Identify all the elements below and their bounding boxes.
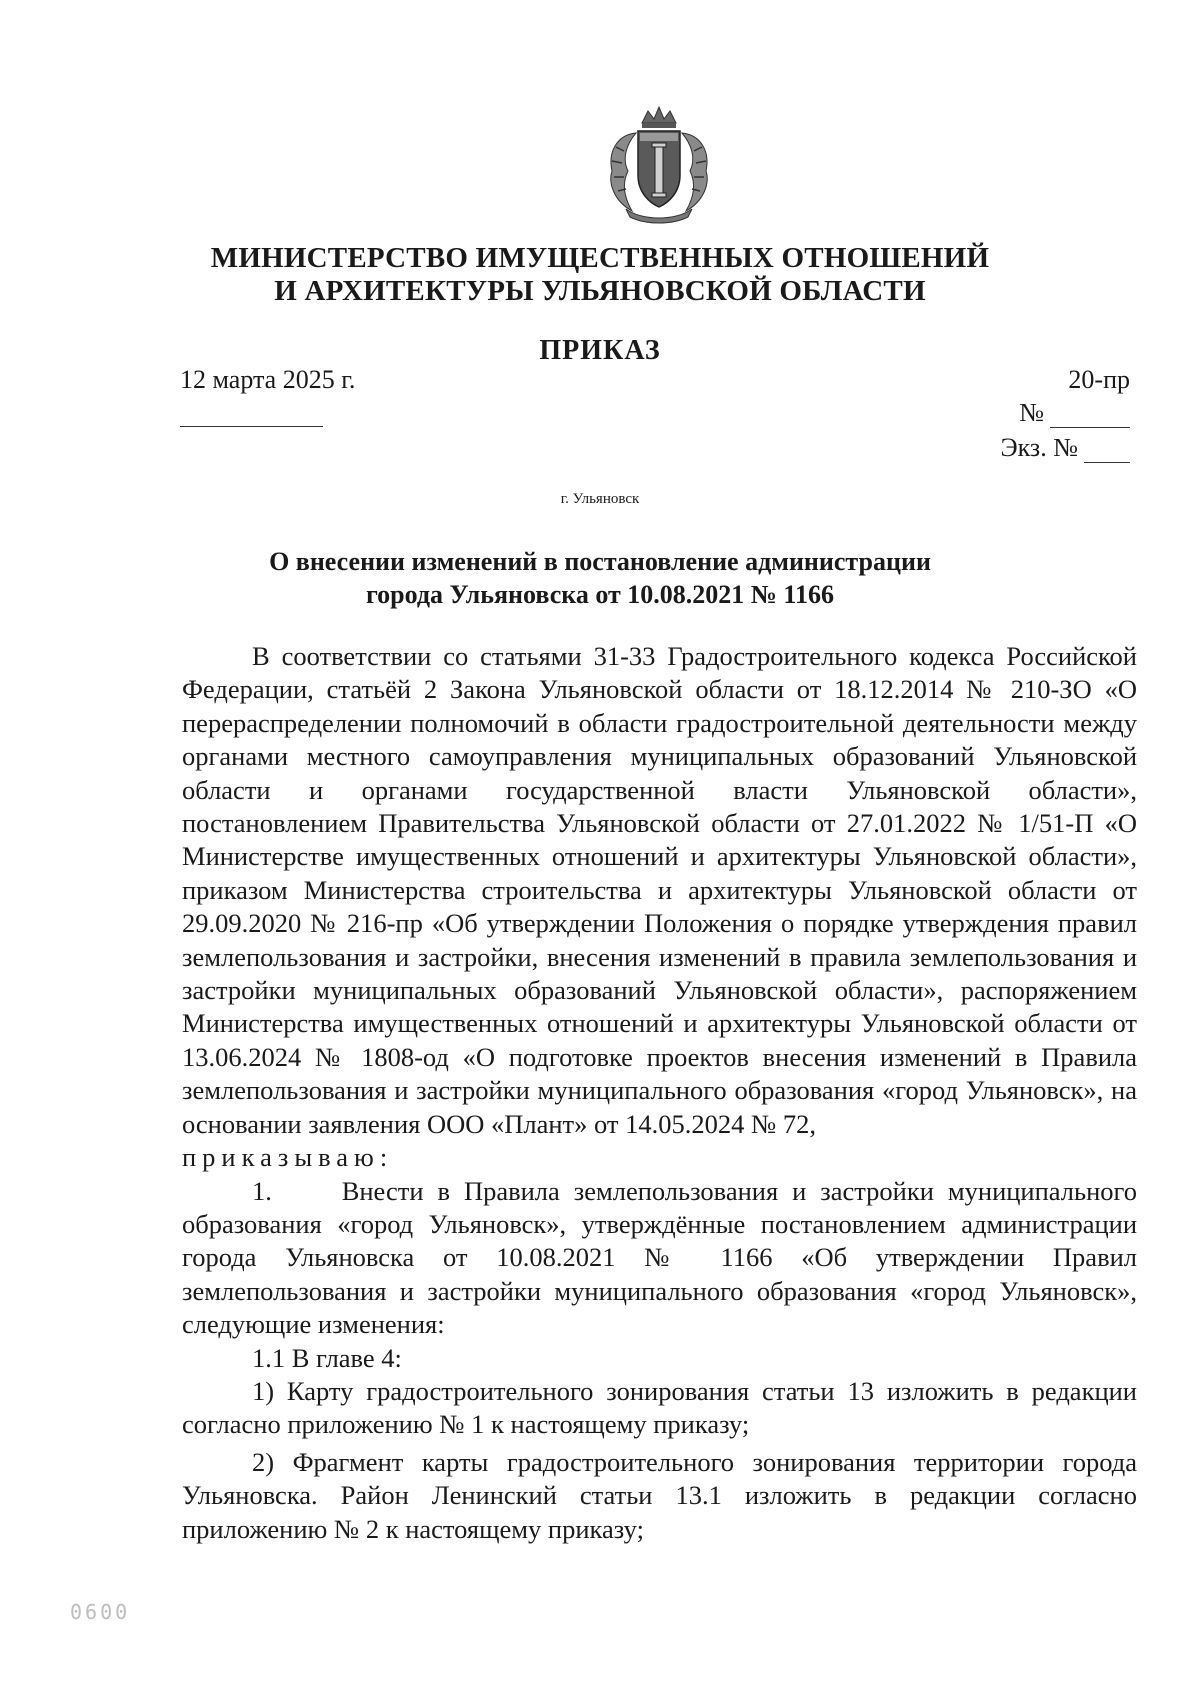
page-mark: 0600 bbox=[70, 1600, 131, 1624]
ministry-line-2: И АРХИТЕКТУРЫ УЛЬЯНОВСКОЙ ОБЛАСТИ bbox=[274, 275, 926, 307]
ulyanovsk-oblast-coat-of-arms-icon bbox=[602, 105, 716, 225]
subject-line-2: города Ульяновска от 10.08.2021 № 1166 bbox=[365, 580, 834, 609]
number-label: № bbox=[1019, 398, 1044, 427]
preamble-paragraph: В соответствии со статьями 31-33 Градостроительного кодекса Российской Федерации, статьёй 2 Закона Ульяновской области от 18.12.2014 № 210-ЗО «О перераспределении полномочий в области градостроительной деятельности между органами местного самоуправления муниципальных образований Ульяновской области и органами государственной власти Ульяновской области», постановлением Правительства Ульяновской области от 27.01.2022 № 1/51-П «О Министерстве имущественных отношений и архитектуры Ульяновской области», приказом Министерства строительства и архитектуры Ульяновской области от 29.09.2020 № 216-пр «Об утверждении Положения о порядке утверждения правил землепользования и застройки, внесения изменений в правила землепользования и застройки муниципальных образований Ульяновской области», распоряжением Министерства имущественных отношений и архитектуры Ульяновской области от 13.06.2024 № 1808-од «О подготовке проектов внесения изменений в Правила землепользования и застройки муниципального образования «город Ульяновск», на основании заявления ООО «Плант» от 14.05.2024 № 72, bbox=[182, 641, 1137, 1139]
number-label-row bbox=[1019, 398, 1130, 428]
subitem-2-paragraph: 2) Фрагмент карты градостроительного зонирования территории города Ульяновска. Район Ленинский статьи 13.1 изложить в редакции согласно приложению № 2 к настоящему приказу; bbox=[182, 1446, 1137, 1544]
copy-blank-line bbox=[1084, 438, 1130, 463]
order-number: 20-пр bbox=[1068, 365, 1130, 394]
subitem-1-paragraph: 1) Карту градостроительного зонирования статьи 13 изложить в редакции согласно приложению № 1 к настоящему приказу; bbox=[182, 1375, 1137, 1440]
copy-label-row bbox=[1000, 433, 1130, 463]
city-name: г. Ульяновск bbox=[560, 491, 640, 507]
order-body bbox=[182, 640, 1144, 1546]
copy-label: Экз. № bbox=[1000, 433, 1078, 462]
order-date: 12 марта 2025 г. bbox=[180, 365, 356, 394]
number-blank-line bbox=[1050, 403, 1130, 428]
ministry-line-1: МИНИСТЕРСТВО ИМУЩЕСТВЕННЫХ ОТНОШЕНИЙ bbox=[210, 242, 990, 274]
item-1-paragraph: 1. Внести в Правила землепользования и застройки муниципального образования «город Ульяновск», утверждённые постановлением администрации города Ульяновска от 10.08.2021 № 1166 «Об утверждении Правил землепользования и застройки муниципального образования «город Ульяновск», следующие изменения: bbox=[182, 1175, 1144, 1340]
ministry-name bbox=[0, 242, 1200, 308]
order-title: ПРИКАЗ bbox=[539, 335, 661, 366]
date-underline bbox=[180, 426, 323, 427]
decree-word: приказываю: bbox=[182, 1142, 394, 1173]
item-1-1-paragraph: 1.1 В главе 4: bbox=[252, 1342, 402, 1373]
subject-line-1: О внесении изменений в постановление администрации bbox=[269, 547, 931, 576]
order-subject bbox=[0, 545, 1200, 611]
